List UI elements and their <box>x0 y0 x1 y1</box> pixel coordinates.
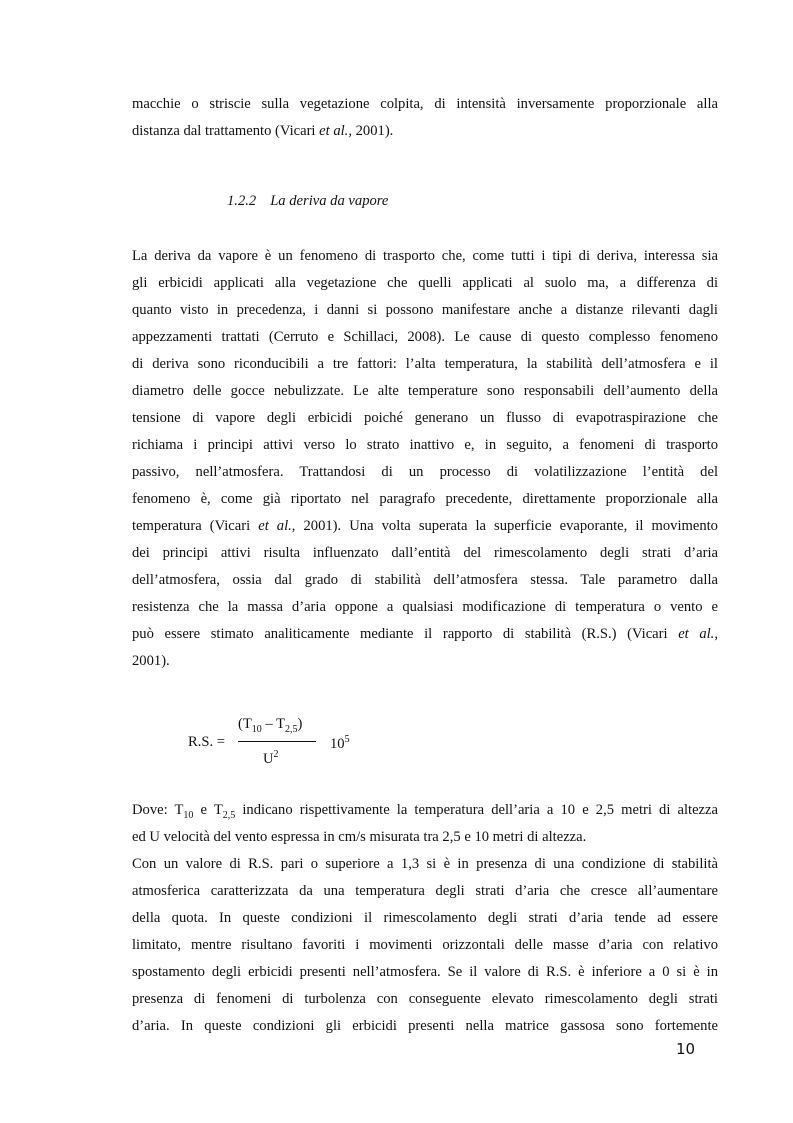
text-line: ed U velocità del vento espressa in cm/s misurata tra 2,5 e 10 metri di altezza. <box>132 829 587 845</box>
equation-denominator: $U^2$ <box>263 749 279 767</box>
text-line: dei principi attivi risulta influenzato dall’entità del rimescolamento degli strati d’aria <box>132 545 718 561</box>
text-line: dell’atmosfera, ossia dal grado di stabilità dell’atmosfera stessa. Tale parametro dalla <box>132 572 718 588</box>
text-line: Con un valore di R.S. pari o superiore a 1,3 si è in presenza di una condizione di stabilità <box>132 856 718 872</box>
text-line: può essere stimato analiticamente mediante il rapporto di stabilità (R.S.) (Vicari et al., <box>132 626 718 642</box>
section-number: 1.2.2 <box>227 193 257 209</box>
text-line: tensione di vapore degli erbicidi poiché generano un flusso di evapotraspirazione che <box>132 410 718 426</box>
text-line: presenza di fenomeni di turbolenza con conseguente elevato rimescolamento degli strati <box>132 991 718 1007</box>
text-line: Dove: $T_{10}$ e $T_{2,5}$ indicano rispettivamente la temperatura dell’aria a 10 e 2,5 metri di altezza <box>132 802 718 821</box>
text-line: limitato, mentre risultano favoriti i movimenti orizzontali delle masse d’aria con relativo <box>132 937 718 953</box>
section-heading <box>227 193 388 210</box>
equation-numerator: $(T_{10} - T_{2,5})$ <box>238 716 303 735</box>
text-line: spostamento degli erbicidi presenti nell’atmosfera. Se il valore di R.S. è inferiore a 0 si è in <box>132 964 718 980</box>
equation-lhs: R.S. = <box>188 734 226 750</box>
text-line: appezzamenti trattati (Cerruto e Schillaci, 2008). Le cause di questo complesso fenomeno <box>132 329 718 345</box>
text-line: distanza dal trattamento (Vicari et al., 2001). <box>132 123 394 139</box>
text-line: richiama i principi attivi verso lo strato inattivo e, in seguito, a fenomeni di trasporto <box>132 437 718 453</box>
text-line: diametro delle gocce nebulizzate. Le alte temperature sono responsabili dell’aumento della <box>132 383 718 399</box>
text-line: della quota. In queste condizioni il rimescolamento degli strati d’aria tende ad essere <box>132 910 718 926</box>
text-line: passivo, nell’atmosfera. Trattandosi di un processo di volatilizzazione l’entità del <box>132 464 718 480</box>
equation-factor: $10^5$ <box>330 734 350 752</box>
text-line: fenomeno è, come già riportato nel paragrafo precedente, direttamente proporzionale alla <box>132 491 718 507</box>
fraction-bar <box>238 741 316 742</box>
text-line: gli erbicidi applicati alla vegetazione che quelli applicati al suolo ma, a differenza di <box>132 275 718 291</box>
page-number: 10 <box>676 1040 696 1058</box>
section-title: La deriva da vapore <box>270 193 389 209</box>
text-line: quanto visto in precedenza, i danni si possono manifestare anche a distanze rilevanti dagli <box>132 302 718 318</box>
text-line: 2001). <box>132 653 170 669</box>
text-line: La deriva da vapore è un fenomeno di trasporto che, come tutti i tipi di deriva, interessa sia <box>132 248 718 264</box>
text-line: atmosferica caratterizzata da una temperatura degli strati d’aria che cresce all’aumentare <box>132 883 718 899</box>
text-line: di deriva sono riconducibili a tre fattori: l’alta temperatura, la stabilità dell’atmosfera e il <box>132 356 718 372</box>
text-line: resistenza che la massa d’aria oppone a qualsiasi modificazione di temperatura o vento e <box>132 599 718 615</box>
text-line: macchie o striscie sulla vegetazione colpita, di intensità inversamente proporzionale alla <box>132 96 718 112</box>
text-line: temperatura (Vicari et al., 2001). Una volta superata la superficie evaporante, il movimento <box>132 518 718 534</box>
text-line: d’aria. In queste condizioni gli erbicidi presenti nella matrice gassosa sono fortemente <box>132 1018 718 1034</box>
